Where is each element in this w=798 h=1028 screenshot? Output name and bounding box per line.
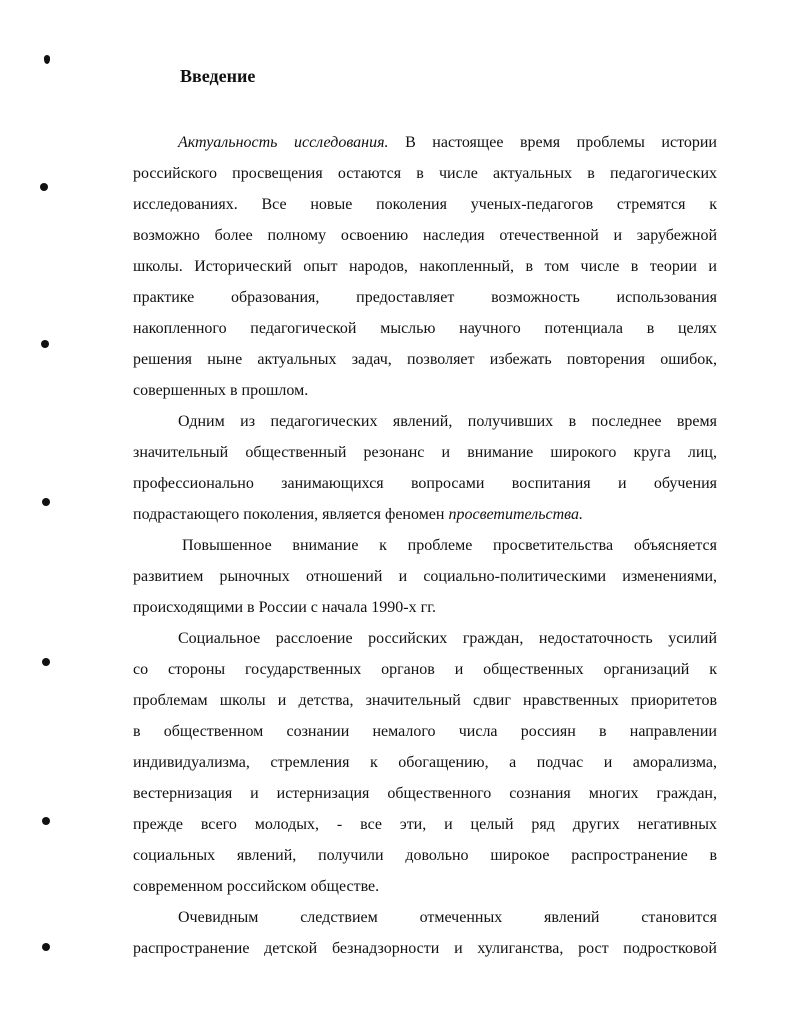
binding-mark-icon: [44, 55, 50, 64]
text-line: Очевидным следствием отмеченных явлений становится: [178, 909, 717, 926]
text-line: возможно более полному освоению наследия отечественной и зарубежной: [133, 227, 717, 244]
text-line: накопленного педагогической мыслью научного потенциала в целях: [133, 320, 717, 337]
text-line: решения ныне актуальных задач, позволяет избежать повторения ошибок,: [133, 351, 717, 368]
text-line: со стороны государственных органов и общественных организаций к: [133, 661, 717, 678]
binding-mark-icon: [42, 498, 50, 506]
text-line: Актуальность исследования. В настоящее время проблемы истории: [178, 134, 717, 151]
text-line: профессионально занимающихся вопросами воспитания и обучения: [133, 475, 717, 492]
text-line: прежде всего молодых, - все эти, и целый ряд других негативных: [133, 816, 717, 833]
binding-mark-icon: [41, 340, 49, 348]
text-line: Повышенное внимание к проблеме просветительства объясняется: [182, 537, 717, 554]
binding-mark-icon: [42, 817, 50, 825]
text-line: практике образования, предоставляет возможность использования: [133, 289, 717, 306]
binding-mark-icon: [40, 183, 48, 191]
text-line: школы. Исторический опыт народов, накопленный, в том числе в теории и: [133, 258, 717, 275]
text-line: проблемам школы и детства, значительный сдвиг нравственных приоритетов: [133, 692, 717, 709]
text-line: значительный общественный резонанс и внимание широкого круга лиц,: [133, 444, 717, 461]
text-line: распространение детской безнадзорности и хулиганства, рост подростковой: [133, 940, 717, 957]
text-line: социальных явлений, получили довольно широкое распространение в: [133, 847, 717, 864]
binding-mark-icon: [42, 658, 50, 666]
text-line: совершенных в прошлом.: [133, 382, 309, 399]
text-line: индивидуализма, стремления к обогащению, а подчас и аморализма,: [133, 754, 717, 771]
text-line: в общественном сознании немалого числа россиян в направлении: [133, 723, 717, 740]
text-line: подрастающего поколения, является феномен просветительства.: [133, 506, 583, 523]
page-title: Введение: [180, 66, 256, 86]
text-line: Одним из педагогических явлений, получивших в последнее время: [178, 413, 717, 430]
text-line: Социальное расслоение российских граждан, недостаточность усилий: [178, 630, 717, 647]
text-line: происходящими в России с начала 1990-х гг.: [133, 599, 436, 616]
text-line: российского просвещения остаются в числе актуальных в педагогических: [133, 165, 717, 182]
binding-mark-icon: [42, 943, 50, 951]
text-line: вестернизация и истернизация общественного сознания многих граждан,: [133, 785, 717, 802]
text-line: современном российском обществе.: [133, 878, 380, 895]
text-line: исследованиях. Все новые поколения ученых-педагогов стремятся к: [133, 196, 717, 213]
text-line: развитием рыночных отношений и социально-политическими изменениями,: [133, 568, 717, 585]
